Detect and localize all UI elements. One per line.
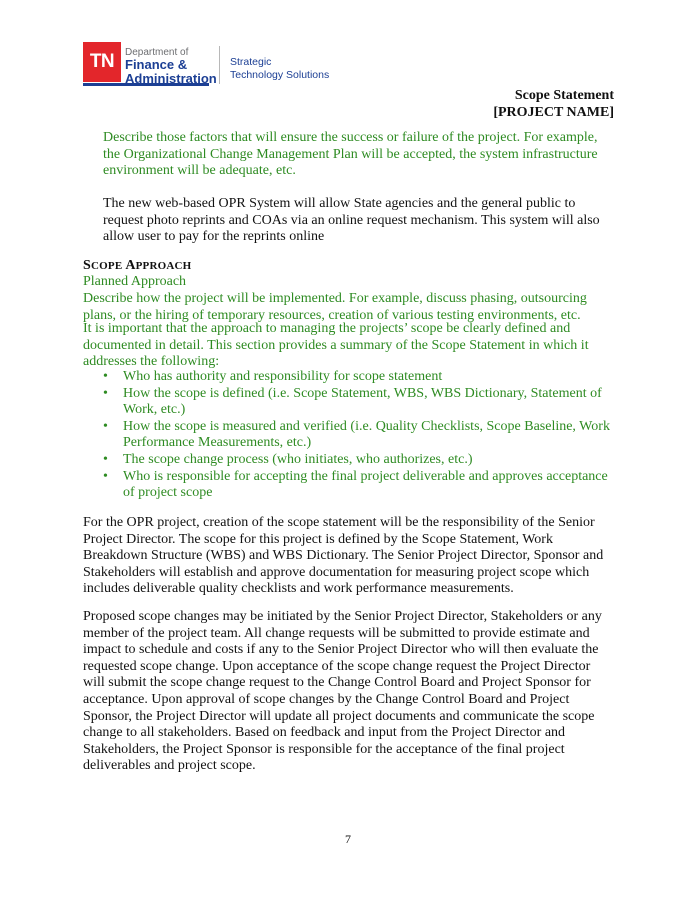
bullet-icon: • bbox=[103, 468, 108, 484]
heading-initial-a: A bbox=[125, 258, 136, 273]
bullet-icon: • bbox=[103, 451, 108, 467]
list-item: • Who has authority and responsibility for scope statement bbox=[103, 369, 443, 384]
page-number: 7 bbox=[345, 832, 351, 846]
list-item: • The scope change process (who initiates, who authorizes, etc.) bbox=[103, 451, 473, 467]
scope-bullet-list bbox=[103, 369, 615, 502]
document-header bbox=[493, 87, 614, 121]
logo-dept-line2: Finance & bbox=[125, 57, 188, 72]
section-heading-scope-approach bbox=[83, 258, 191, 274]
bullet-icon: • bbox=[103, 418, 108, 434]
header-project-name: [PROJECT NAME] bbox=[493, 105, 614, 120]
heading-rest-2: PPROACH bbox=[135, 260, 192, 272]
heading-initial-s: S bbox=[83, 258, 91, 273]
logo-sts-line2: Technology Solutions bbox=[230, 69, 330, 81]
tn-finance-logo bbox=[83, 42, 343, 88]
heading-rest-1: COPE bbox=[91, 260, 126, 272]
list-item: • How the scope is defined (i.e. Scope Statement, WBS, WBS Dictionary, Statement of Work, etc.) bbox=[103, 385, 602, 418]
subheading-planned-approach: Planned Approach bbox=[83, 274, 187, 289]
logo-dept-line3: Administration bbox=[125, 71, 217, 86]
list-item: • How the scope is measured and verified (i.e. Quality Checklists, Scope Baseline, Work Performance Measurements, etc.) bbox=[103, 418, 610, 451]
list-item: • Who is responsible for accepting the final project deliverable and approves acceptance of project scope bbox=[103, 468, 608, 501]
approach-instruction-1: Describe how the project will be implemented. For example, discuss phasing, outsourcing plans, or the hiring of temporary resources, creation of various testing environments, etc. bbox=[83, 291, 587, 323]
tn-badge: TN bbox=[83, 42, 121, 82]
bullet-icon: • bbox=[103, 369, 108, 384]
logo-dept-line1: Department of bbox=[125, 47, 189, 58]
intro-body: The new web-based OPR System will allow State agencies and the general public to request photo reprints and COAs via an online request mechanism. This system will also allow user to pay for the reprints online bbox=[103, 196, 600, 245]
intro-instruction: Describe those factors that will ensure the success or failure of the project. For example, the Organizational Change Management Plan will be accepted, the system infrastructure environment will be adequate, etc. bbox=[103, 130, 598, 179]
scope-change-paragraph: Proposed scope changes may be initiated by the Senior Project Director, Stakeholders or any member of the project team. All change requests will be submitted to provide estimate and impact to schedule and costs if any to the Senior Project Director who will then evaluate the requested scope change. Upon acceptance of the scope change request the Project Director will submit the scope change request to the Change Control Board and Project Sponsor for acceptance. Upon approval of scope changes by the Change Control Board and Project Sponsor, the Project Director will update all project documents and communicate the scope change to all stakeholders. Based on feedback and input from the Project Director and Stakeholders, the Project Sponsor is responsible for the acceptance of the final project deliverables and project scope. bbox=[83, 609, 602, 774]
header-title: Scope Statement bbox=[514, 88, 614, 103]
bullet-icon: • bbox=[103, 385, 108, 401]
logo-divider bbox=[219, 46, 220, 84]
logo-sts-line1: Strategic bbox=[230, 56, 272, 68]
opr-scope-paragraph: For the OPR project, creation of the scope statement will be the responsibility of the Senior Project Director. The scope for this project is defined by the Scope Statement, Work Breakdown Structure (WBS) and WBS Dictionary. The Senior Project Director, Sponsor and Stakeholders will establish and approve documentation for measuring project scope which includes deliverable quality checklists and work performance measurements. bbox=[83, 515, 604, 597]
approach-instruction-2: It is important that the approach to managing the projects’ scope be clearly defined and documented in detail. This section provides a summary of the Scope Statement in which it addresses the following: bbox=[83, 321, 589, 370]
